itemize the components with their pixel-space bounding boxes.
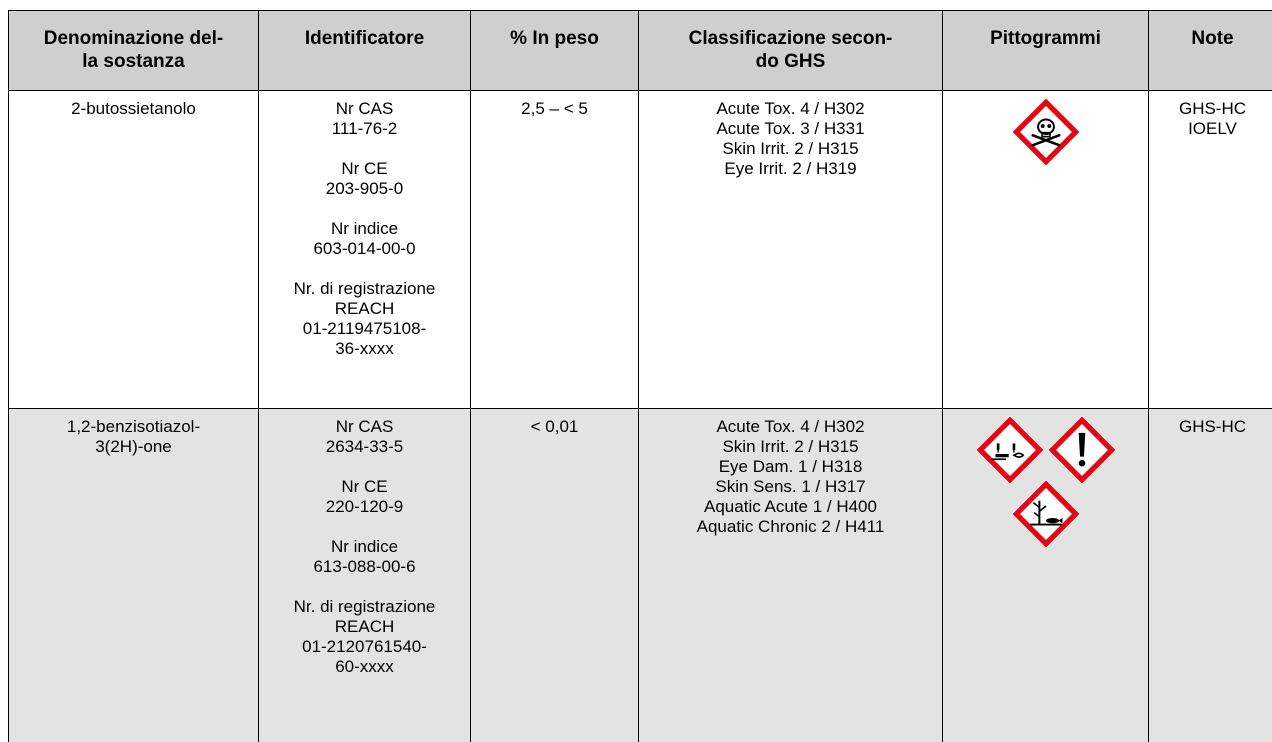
cas-label: Nr CAS — [265, 417, 464, 437]
corrosion-icon — [977, 417, 1043, 483]
table-row — [9, 409, 1272, 742]
hazard-statement: Eye Irrit. 2 / H319 — [645, 159, 936, 179]
ghs-classification — [639, 91, 943, 409]
pictograms-cell — [943, 91, 1149, 409]
hazard-statement: Skin Irrit. 2 / H315 — [645, 139, 936, 159]
index-label: Nr indice — [265, 219, 464, 239]
note: GHS-HC — [1155, 417, 1270, 437]
substance-identifiers — [259, 409, 471, 742]
exclamation-mark-icon — [1049, 417, 1115, 483]
reach-label-2: REACH — [265, 617, 464, 637]
reach-number-line-2: 36-xxxx — [265, 339, 464, 359]
reach-number-line-1: 01-2119475108- — [265, 319, 464, 339]
ce-label: Nr CE — [265, 159, 464, 179]
ce-number: 203-905-0 — [265, 179, 464, 199]
reach-label: Nr. di registrazione — [265, 597, 464, 617]
environment-icon — [1013, 481, 1079, 547]
table-row — [9, 91, 1272, 409]
reach-label-2: REACH — [265, 299, 464, 319]
hazard-statement: Eye Dam. 1 / H318 — [645, 457, 936, 477]
skull-crossbones-icon — [1013, 99, 1079, 165]
cas-number: 111-76-2 — [265, 119, 464, 139]
hazard-statement: Aquatic Chronic 2 / H411 — [645, 517, 936, 537]
reach-label: Nr. di registrazione — [265, 279, 464, 299]
hazard-statement: Skin Sens. 1 / H317 — [645, 477, 936, 497]
index-number: 603-014-00-0 — [265, 239, 464, 259]
weight-percent: 2,5 – < 5 — [471, 91, 639, 409]
index-number: 613-088-00-6 — [265, 557, 464, 577]
ghs-classification — [639, 409, 943, 742]
index-label: Nr indice — [265, 537, 464, 557]
table-header-row — [9, 11, 1272, 91]
reach-number-line-1: 01-2120761540- — [265, 637, 464, 657]
hazard-statement: Aquatic Acute 1 / H400 — [645, 497, 936, 517]
pictograms-cell — [943, 409, 1149, 742]
cas-label: Nr CAS — [265, 99, 464, 119]
notes-cell — [1149, 409, 1272, 742]
hazard-statement: Acute Tox. 4 / H302 — [645, 99, 936, 119]
hazard-statement: Acute Tox. 3 / H331 — [645, 119, 936, 139]
note: IOELV — [1155, 119, 1270, 139]
substances-table — [8, 10, 1272, 742]
substance-name: 1,2-benzisotiazol- 3(2H)-one — [9, 409, 259, 742]
notes-cell — [1149, 91, 1272, 409]
substance-name: 2-butossietanolo — [9, 91, 259, 409]
cas-number: 2634-33-5 — [265, 437, 464, 457]
header-notes: Note — [1149, 11, 1272, 91]
header-pictograms: Pittogrammi — [943, 11, 1149, 91]
ce-number: 220-120-9 — [265, 497, 464, 517]
substance-identifiers — [259, 91, 471, 409]
header-weight: % In peso — [471, 11, 639, 91]
hazard-statement: Skin Irrit. 2 / H315 — [645, 437, 936, 457]
reach-number-line-2: 60-xxxx — [265, 657, 464, 677]
header-identifier: Identificatore — [259, 11, 471, 91]
weight-percent: < 0,01 — [471, 409, 639, 742]
ce-label: Nr CE — [265, 477, 464, 497]
hazard-statement: Acute Tox. 4 / H302 — [645, 417, 936, 437]
header-name: Denominazione del- la sostanza — [9, 11, 259, 91]
header-classification: Classificazione secon- do GHS — [639, 11, 943, 91]
note: GHS-HC — [1155, 99, 1270, 119]
